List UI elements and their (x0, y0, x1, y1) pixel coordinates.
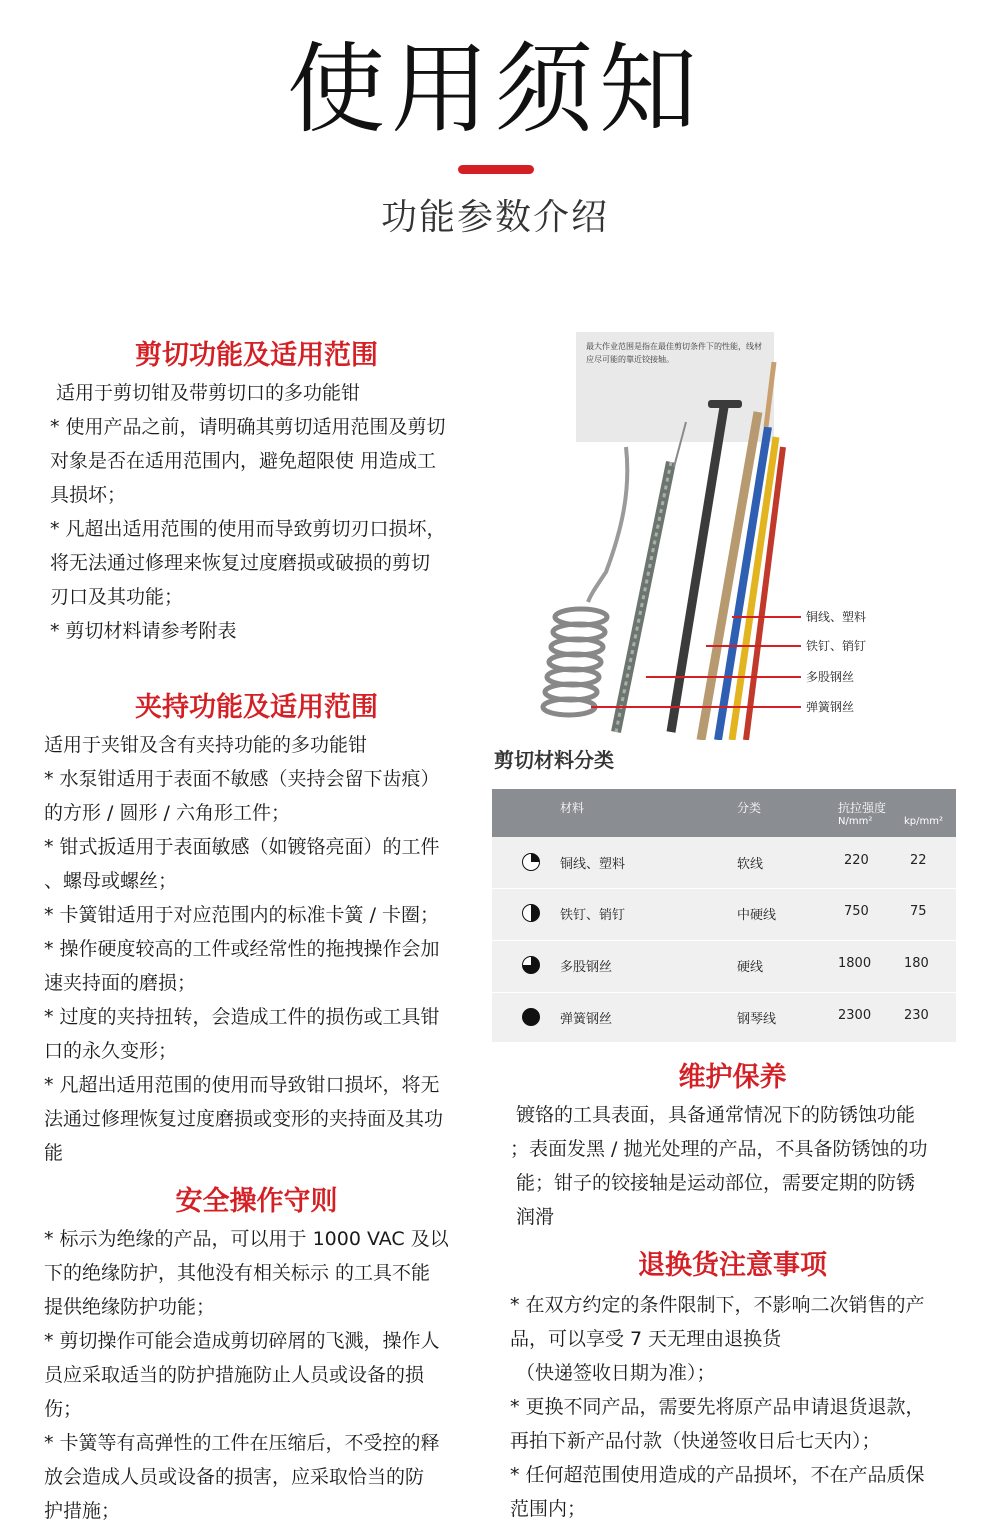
returns-line: 品，可以享受 7 天无理由退换货 (510, 1328, 782, 1350)
grip-line: 、螺母或螺丝； (44, 870, 178, 892)
figure-label: 弹簧钢丝 (806, 700, 855, 714)
cell-category: 中硬线 (737, 908, 777, 923)
shear-line: * 凡超出适用范围的使用而导致剪切刃口损坏， (50, 518, 446, 540)
grip-line: * 过度的夹持扭转，会造成工件的损伤或工具钳 (44, 1006, 440, 1028)
grip-line: 口的永久变形； (44, 1040, 178, 1062)
grip-line: * 卡簧钳适用于对应范围内的标准卡簧 / 卡圈； (44, 904, 440, 926)
cell-material: 铜线、塑料 (560, 857, 626, 872)
safety-line: 放会造成人员或设备的损害，应采取恰当的防 (44, 1466, 425, 1488)
shear-line: * 剪切材料请参考附表 (50, 620, 237, 642)
figure-note: 最大作业范围是指在最佳剪切条件下的性能，线材应尽可能的靠近铰接轴。 (586, 342, 762, 364)
grip-line: * 凡超出适用范围的使用而导致钳口损坏，将无 (44, 1074, 440, 1096)
returns-line: * 任何超范围使用造成的产品损坏，不在产品质保 (510, 1464, 925, 1486)
cell-category: 软线 (737, 857, 764, 872)
returns-line: * 在双方约定的条件限制下，不影响二次销售的产 (510, 1294, 925, 1316)
cell-n: 2300 (838, 1008, 872, 1023)
cell-n: 750 (844, 904, 869, 919)
safety-line: 提供绝缘防护功能； (44, 1296, 216, 1318)
shear-body (44, 376, 469, 648)
shear-line: 对象是否在适用范围内，避免超限使 用造成工 (50, 450, 437, 472)
safety-line: 下的绝缘防护，其他没有相关标示 的工具不能 (44, 1262, 431, 1284)
shear-line: 将无法通过修理来恢复过度磨损或破损的剪切 (50, 552, 431, 574)
copper-wires-icon (701, 362, 783, 740)
grip-heading: 夹持功能及适用范围 (135, 692, 378, 723)
header-unit-kp: kp/mm² (904, 816, 943, 827)
safety-line: * 卡簧等有高弹性的工件在压缩后，不受控的释 (44, 1432, 440, 1454)
safety-line: * 剪切操作可能会造成剪切碎屑的飞溅，操作人 (44, 1330, 440, 1352)
three-quarter-pie-icon (522, 956, 540, 974)
quarter-pie-icon (522, 853, 540, 871)
page-subtitle: 功能参数介绍 (380, 197, 609, 238)
shear-line: 刃口及其功能； (50, 586, 184, 608)
cell-material: 多股钢丝 (560, 960, 613, 975)
figure-label: 铁钉、销钉 (806, 639, 867, 653)
material-table (492, 789, 956, 1042)
cell-kp: 230 (904, 1008, 929, 1023)
figure-label: 铜线、塑料 (806, 610, 867, 624)
grip-line: * 操作硬度较高的工件或经常性的拖拽操作会加 (44, 938, 440, 960)
maintenance-line: 能；钳子的铰接轴是运动部位，需要定期的防锈 (516, 1172, 916, 1194)
cell-n: 220 (844, 853, 869, 868)
shear-intro: 适用于剪切钳及带剪切口的多功能钳 (56, 382, 361, 404)
grip-line: 速夹持面的磨损； (44, 972, 197, 994)
wire-illustration (496, 332, 954, 740)
grip-line: * 钳式扳适用于表面敏感（如镀铬亮面）的工件 (44, 836, 440, 858)
half-pie-icon (522, 904, 540, 922)
header-material: 材料 (560, 801, 585, 815)
table-row (492, 941, 956, 992)
table-row (492, 837, 956, 888)
returns-body (510, 1288, 960, 1526)
safety-line: 伤； (44, 1398, 83, 1420)
header-category: 分类 (737, 801, 762, 815)
maintenance-line: ；表面发黑 / 抛光处理的产品，不具备防锈蚀的功 (510, 1138, 928, 1160)
cell-material: 铁钉、销钉 (560, 908, 626, 923)
header-unit-n: N/mm² (838, 816, 873, 827)
safety-line: 员应采取适当的防护措施防止人员或设备的损 (44, 1364, 425, 1386)
table-row (492, 889, 956, 940)
returns-line: 再拍下新产品付款（快递签收日后七天内）； (510, 1430, 881, 1452)
safety-line: 护措施； (44, 1500, 121, 1522)
shear-line: * 使用产品之前，请明确其剪切适用范围及剪切 (50, 416, 446, 438)
grip-line: 能 (44, 1142, 64, 1164)
title-underline (458, 165, 534, 174)
cell-kp: 22 (910, 853, 927, 868)
grip-line: 法通过修理恢复过度磨损或变形的夹持面及其功 (44, 1108, 444, 1130)
table-header (492, 789, 956, 837)
cell-kp: 180 (904, 956, 929, 971)
cell-material: 弹簧钢丝 (560, 1012, 613, 1027)
maintenance-line: 润滑 (516, 1206, 555, 1228)
maintenance-body (510, 1098, 960, 1234)
returns-line: 范围内； (510, 1498, 587, 1520)
cell-category: 钢琴线 (737, 1012, 777, 1027)
wires-graphic (496, 332, 954, 740)
cell-category: 硬线 (737, 960, 764, 975)
safety-line: * 标示为绝缘的产品，可以用于 1000 VAC 及以 (44, 1228, 449, 1250)
table-row (492, 993, 956, 1044)
header-strength: 抗拉强度 (838, 801, 887, 815)
grip-line: * 水泵钳适用于表面不敏感（夹持会留下齿痕） (44, 768, 440, 790)
shear-heading: 剪切功能及适用范围 (135, 340, 378, 371)
returns-line: * 更换不同产品，需要先将原产品申请退货退款， (510, 1396, 925, 1418)
cell-n: 1800 (838, 956, 872, 971)
figure-label: 多股钢丝 (806, 670, 855, 684)
table-title: 剪切材料分类 (494, 748, 614, 772)
grip-line: 的方形 / 圆形 / 六角形工件； (44, 802, 290, 824)
returns-line: （快递签收日期为准）； (516, 1362, 716, 1384)
cell-kp: 75 (910, 904, 927, 919)
spring-wire-icon (543, 447, 627, 715)
grip-line: 适用于夹钳及含有夹持功能的多功能钳 (44, 734, 368, 756)
safety-body (44, 1222, 469, 1528)
shear-line: 具损坏； (50, 484, 127, 506)
page-title: 使用须知 (286, 33, 703, 147)
returns-heading: 退换货注意事项 (638, 1250, 827, 1281)
full-pie-icon (522, 1008, 540, 1026)
maintenance-line: 镀铬的工具表面，具备通常情况下的防锈蚀功能 (516, 1104, 916, 1126)
safety-heading: 安全操作守则 (175, 1186, 338, 1217)
grip-body (44, 728, 469, 1170)
maintenance-heading: 维护保养 (678, 1062, 787, 1093)
